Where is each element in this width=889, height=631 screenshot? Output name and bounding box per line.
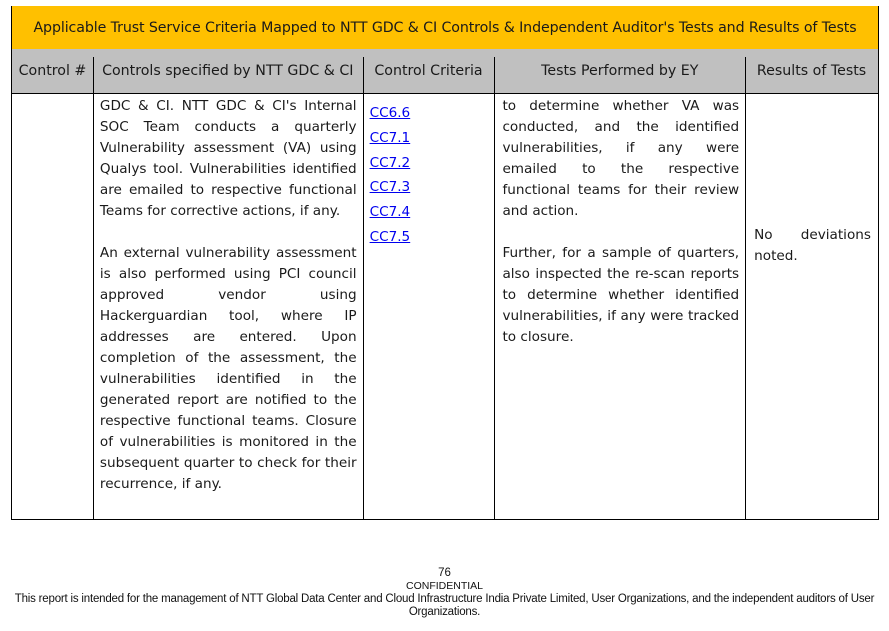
criteria-link-cc7-4[interactable]: CC7.4 <box>369 204 411 221</box>
criteria-link-cc7-1[interactable]: CC7.1 <box>369 129 411 146</box>
tests-paragraph-rescan: Further, for a sample of quarters, also inspected the re-scan reports to determine whether identified vulnerabilities, if any were tracked to closure. <box>502 245 740 345</box>
table-header-row <box>11 49 879 94</box>
criteria-link-cc7-2[interactable]: CC7.2 <box>369 154 411 171</box>
column-header-controls-specified: Controls specified by NTT GDC & CI <box>93 49 363 93</box>
controls-paragraph-external-va: An external vulnerability assessment is also performed using PCI council approved vendor using Hackerguardian tool, where IP addresses are entered. Upon completion of the assessment, the vulnerabilities identified in the generated report are notified to the respective functional teams. Closure of vulnerabilities is monitored in the subsequent quarter to check for their recurrence, if any. <box>99 245 357 492</box>
table-banner-title: Applicable Trust Service Criteria Mapped to NTT GDC & CI Controls & Independent Auditor's Tests and Results of Tests <box>11 6 879 49</box>
criteria-link-cc6-6[interactable]: CC6.6 <box>369 105 411 121</box>
cell-results <box>745 94 878 519</box>
column-header-results: Results of Tests <box>745 49 878 93</box>
confidential-label: CONFIDENTIAL <box>405 580 483 592</box>
page-number: 76 <box>438 567 451 579</box>
results-text: No deviations noted. <box>754 227 871 264</box>
cell-controls-specified <box>93 94 363 519</box>
column-header-control-criteria: Control Criteria <box>363 49 495 93</box>
cell-tests-performed <box>494 94 745 519</box>
column-header-tests-performed: Tests Performed by EY <box>494 49 745 93</box>
cell-control-criteria <box>363 94 495 519</box>
column-header-control-number: Control # <box>18 63 87 79</box>
page-footer <box>0 567 889 619</box>
footer-distribution-note: This report is intended for the management of NTT Global Data Center and Cloud Infrastructure India Private Limited, User Organizations, and the independent auditors of User Organizations. <box>14 593 875 618</box>
table-row <box>11 94 879 520</box>
criteria-link-cc7-5[interactable]: CC7.5 <box>369 228 411 245</box>
cell-control-number <box>12 94 93 519</box>
tests-paragraph-va-conducted: to determine whether VA was conducted, and the identified vulnerabilities, if any were emailed to the respective functional teams for their review and action. <box>502 98 740 219</box>
controls-paragraph-internal-va: GDC & CI. NTT GDC & CI's Internal SOC Team conducts a quarterly Vulnerability assessment (VA) using Qualys tool. Vulnerabilities identified are emailed to respective functional Teams for corrective actions, if any. <box>99 98 357 219</box>
criteria-link-cc7-3[interactable]: CC7.3 <box>369 179 411 196</box>
controls-table <box>11 6 879 520</box>
